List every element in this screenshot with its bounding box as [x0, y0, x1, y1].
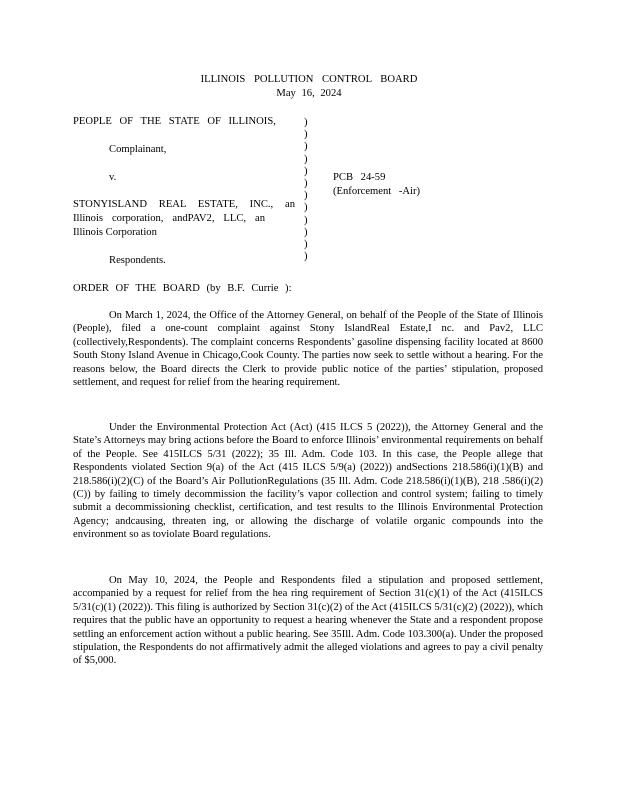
- caption-plaintiff: PEOPLE OF THE STATE OF ILLINOIS,: [73, 116, 276, 127]
- order-heading: ORDER OF THE BOARD (by B.F. Currie ):: [73, 283, 292, 294]
- body-paragraph-3: On May 10, 2024, the People and Respondents filed a stipulation and proposed settlement, accompanied by a request for relief from the hea ring requirement of Section 31(c)(1) of the Act (415ILCS 5/31(c)(1) (2022)). This filing is authorized by Section 31(c)(2) of the Act (415ILCS 5/31(c)(2) (2022)), which requires that the public have an opportunity to request a hearing whenever the State and a respondent propose settling an enforcement action without a public hearing. See 35Ill. Adm. Code 103.300(a). Under the proposed stipulation, the Respondents do not affirmatively admit the alleged violations and agrees to pay a civil penalty of $5,000.: [73, 575, 543, 667]
- case-number: PCB 24-59: [333, 172, 386, 183]
- caption-versus: v.: [109, 172, 117, 183]
- caption-defendant-line-2: Illinois corporation, andPAV2, LLC, an: [73, 213, 265, 224]
- caption-defendant-line-1: STONYISLAND REAL ESTATE, INC., an: [73, 199, 295, 210]
- caption-complainant: Complainant,: [109, 144, 167, 155]
- caption-parenthesis-column: ) ) ) ) ) ) ) ) ) ) ) ): [304, 117, 308, 263]
- caption-respondents: Respondents.: [109, 255, 166, 266]
- body-paragraph-2: Under the Environmental Protection Act (Act) (415 ILCS 5 (2022)), the Attorney General and the State’s Attorneys may bring actions before the Board to enforce Illinois’ environmental requirements on behalf of the People. See 415ILCS 5/31 (2022); 35 Ill. Adm. Code 103. In this case, the People allege that Respondents violated Section 9(a) of the Act (415 ILCS 5/9(a) (2022)) andSections 218.586(i)(1)(B) and 218.586(i)(2)(C) of the Board’s Air PollutionRegulations (35 Ill. Adm. Code 218.586(i)(1)(B), 218 .586(i)(2)(C)) by failing to timely decommission the facility’s vapor collection and control system; failing to timely submit a decommissioning checklist, certification, and test results to the Illinois Environmental Protection Agency; andcausing, threaten ing, or allowing the discharge of volatile organic compounds into the environment so as toviolate Board regulations.: [73, 422, 543, 541]
- board-name: ILLINOIS POLLUTION CONTROL BOARD: [200, 74, 418, 85]
- case-type: (Enforcement -Air): [333, 186, 421, 197]
- body-paragraph-1: On March 1, 2024, the Office of the Attorney General, on behalf of the People of the State of Illinois (People), filed a one-count complaint against Stony IslandReal Estate,I nc. and Pav2, LLC (collectively,Respondents). The complaint concerns Respondents’ gasoline dispensing facility located at 8600 South Stony Island Avenue in Chicago,Cook County. The parties now seek to settle without a hearing. For the reasons below, the Board directs the Clerk to provide public notice of the parties’ stipulation, proposed settlement, and request for relief from the hearing requirement.: [73, 310, 543, 389]
- caption-defendant-line-3: Illinois Corporation: [73, 227, 157, 238]
- order-date: May 16, 2024: [276, 88, 342, 99]
